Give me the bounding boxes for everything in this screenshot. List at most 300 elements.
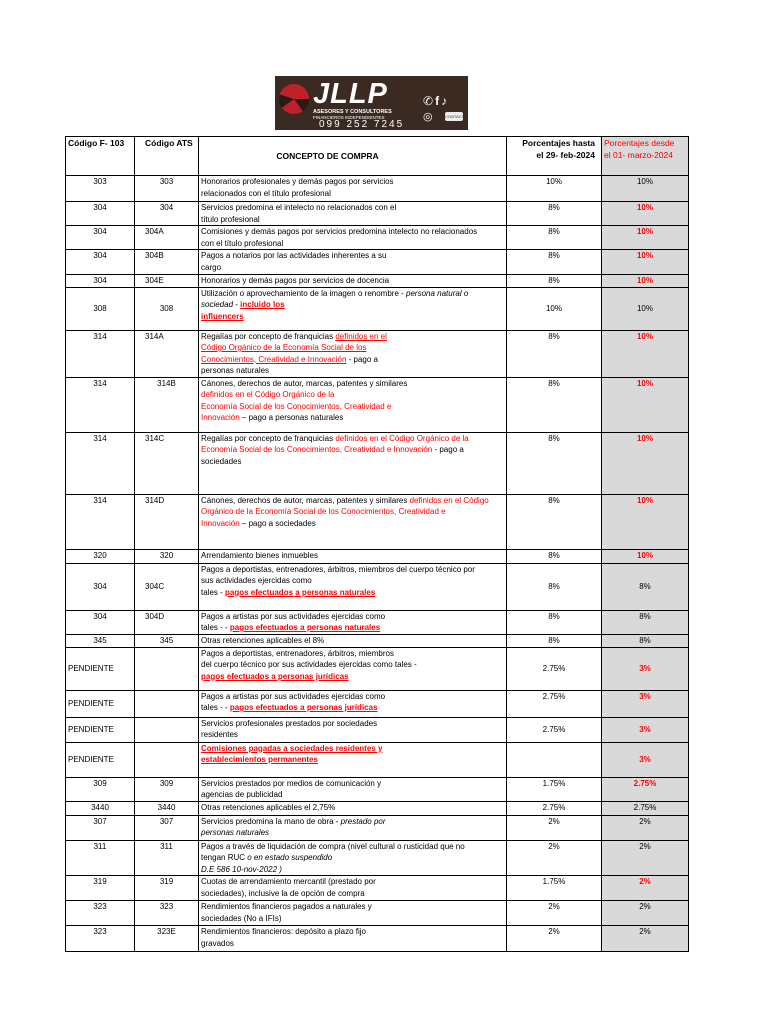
pct-desde-cell: 2% — [602, 815, 689, 840]
concepto-text: Servicios predomina el intelecto no relacionados con el — [201, 203, 397, 212]
concepto-cell — [199, 815, 507, 840]
concepto-cell — [199, 901, 507, 926]
concepto-line — [201, 587, 504, 599]
codigo-ats-cell: 304B — [135, 250, 199, 275]
concepto-text: Pagos a artistas por sus actividades ejercidas como — [201, 691, 386, 701]
concepto-line — [201, 802, 504, 814]
concepto-line — [201, 816, 504, 828]
pct-hasta-cell: 1.75% — [507, 777, 602, 801]
concepto-text: prestado por — [340, 816, 386, 826]
table-row — [66, 330, 689, 377]
pct-desde-cell: 10% — [602, 494, 689, 549]
concepto-line — [201, 401, 504, 413]
concepto-cell — [199, 202, 507, 226]
concepto-text: tales - - — [201, 703, 230, 712]
concepto-line — [201, 729, 504, 741]
pct-hasta-cell: 1.75% — [507, 876, 602, 901]
concepto-line — [201, 611, 504, 623]
pct-desde-cell: 10% — [602, 176, 689, 202]
concepto-cell — [199, 690, 507, 717]
table-row — [66, 801, 689, 815]
pct-hasta-cell: 10% — [507, 287, 602, 330]
concepto-line — [201, 262, 504, 274]
pct-desde-cell: 2.75% — [602, 777, 689, 801]
concepto-text: tales - — [201, 587, 226, 597]
pct-hasta-cell: 10% — [507, 176, 602, 202]
concepto-line — [201, 176, 504, 188]
concepto-cell — [199, 634, 507, 647]
concepto-text: Pagos a deportistas, entrenadores, árbitros, miembros — [201, 648, 394, 658]
concepto-line — [201, 864, 504, 876]
concepto-cell — [199, 717, 507, 742]
codigo-ats-cell: 304C — [135, 563, 199, 610]
codigo-f103-cell: 303 — [66, 176, 135, 202]
concepto-text: con el título profesional — [201, 238, 284, 248]
concepto-text: definidos en el Código Orgánico de la — [335, 433, 469, 443]
table-row — [66, 494, 689, 549]
codigo-f103-cell: 345 — [66, 634, 135, 647]
codigo-ats-cell: 304 — [135, 202, 199, 226]
concepto-line — [201, 778, 504, 790]
pct-hasta-cell: 8% — [507, 563, 602, 610]
pct-hasta-cell: 2% — [507, 815, 602, 840]
concepto-line — [201, 238, 504, 250]
pct-desde-cell: 10% — [602, 202, 689, 226]
concepto-text: Servicios predomina la mano de obra - — [201, 816, 341, 826]
concepto-line — [201, 288, 504, 300]
pct-hasta-cell: 2.75% — [507, 690, 602, 717]
retention-table — [65, 136, 689, 952]
concepto-cell — [199, 742, 507, 777]
concepto-line — [201, 648, 504, 660]
codigo-f103-cell: 304 — [66, 610, 135, 634]
codigo-f103-cell: 304 — [66, 250, 135, 275]
concepto-line — [201, 659, 504, 671]
whatsapp-icon: ✆ — [423, 94, 434, 108]
concepto-text: definidos en el — [335, 331, 387, 341]
concepto-text: Pagos a notarios por las actividades inherentes a su — [201, 251, 387, 260]
concepto-line — [201, 202, 504, 214]
concepto-text: Innovación — [201, 518, 240, 528]
table-row — [66, 777, 689, 801]
concepto-cell — [199, 840, 507, 876]
concepto-text: Otras retenciones aplicables el 8% — [201, 635, 325, 645]
concepto-line — [201, 876, 504, 888]
concepto-text: Cánones, derechos de autor, marcas, patentes y similares — [201, 495, 410, 505]
concepto-cell — [199, 563, 507, 610]
concepto-line — [201, 888, 504, 900]
codigo-ats-cell: 345 — [135, 634, 199, 647]
concepto-cell — [199, 926, 507, 952]
pct-hasta-cell: 8% — [507, 432, 602, 494]
concepto-text: Código Orgánico de la Economía Social de los — [201, 343, 367, 352]
concepto-text: tengan RUC — [201, 853, 248, 862]
concepto-text: - — [233, 300, 241, 309]
header-pct-desde-line1: Porcentajes desde — [604, 138, 675, 148]
concepto-cell — [199, 250, 507, 275]
concepto-line — [201, 754, 504, 766]
concepto-text: - pago a — [346, 354, 378, 364]
table-row — [66, 901, 689, 926]
pct-hasta-cell: 2.75% — [507, 647, 602, 690]
logo-line2: FINANCIEROS INDEPENDIENTES — [313, 115, 385, 120]
pct-desde-cell: 3% — [602, 742, 689, 777]
codigo-f103-cell: 309 — [66, 777, 135, 801]
pct-hasta-cell: 8% — [507, 330, 602, 377]
concepto-text: relacionados con el título profesional — [201, 188, 331, 198]
pct-hasta-cell: 8% — [507, 634, 602, 647]
concepto-line — [201, 214, 504, 226]
header-codigo-ats: Código ATS — [135, 137, 199, 176]
codigo-ats-cell: 303 — [135, 176, 199, 202]
logo-brand: JLLP — [313, 78, 388, 110]
codigo-ats-cell: 319 — [135, 876, 199, 901]
concepto-cell — [199, 275, 507, 288]
concepto-line — [201, 852, 504, 864]
table-row — [66, 840, 689, 876]
concepto-text: definidos en el Código — [409, 495, 489, 505]
pct-desde-cell: 3% — [602, 717, 689, 742]
concepto-line — [201, 702, 504, 714]
codigo-ats-cell: 308 — [135, 287, 199, 330]
pct-hasta-cell: 2.75% — [507, 801, 602, 815]
concepto-line — [201, 365, 504, 377]
concepto-line — [201, 635, 504, 647]
concepto-line — [201, 226, 504, 238]
codigo-f103-cell: 304 — [66, 563, 135, 610]
concepto-text: – pago a personas naturales — [239, 413, 344, 422]
codigo-ats-cell: 314A — [135, 330, 199, 377]
concepto-text: del cuerpo técnico por sus actividades ejercidas como tales - — [201, 660, 417, 669]
concepto-text: Orgánico de la Economía Social de los Conocimientos, Creatividad e — [201, 507, 446, 516]
logo-tag: CONTACTO — [445, 114, 468, 119]
concepto-line — [201, 718, 504, 730]
facebook-icon: f — [435, 94, 440, 108]
table-row — [66, 176, 689, 202]
concepto-text: Pagos a artistas por sus actividades ejercidas como — [201, 611, 386, 621]
concepto-text: – pago a sociedades — [239, 518, 316, 528]
concepto-text: Innovación — [201, 413, 240, 422]
logo-swirl-icon — [279, 84, 309, 114]
concepto-text: personas naturales — [201, 828, 270, 837]
concepto-line — [201, 311, 504, 323]
pct-hasta-cell: 8% — [507, 275, 602, 288]
concepto-line — [201, 564, 504, 576]
pct-hasta-cell: 2.75% — [507, 717, 602, 742]
header-concepto: CONCEPTO DE COMPRA — [199, 137, 507, 176]
concepto-line — [201, 938, 504, 950]
concepto-text: sus actividades ejercidas como — [201, 576, 312, 585]
header-pct-desde — [602, 137, 689, 176]
concepto-line — [201, 456, 504, 468]
pct-desde-cell: 8% — [602, 634, 689, 647]
concepto-text: Servicios profesionales prestados por sociedades — [201, 718, 378, 728]
codigo-ats-cell — [135, 717, 199, 742]
concepto-text: pagos efectuados a personas jurídicas — [229, 703, 378, 712]
pct-desde-cell: 3% — [602, 690, 689, 717]
logo-line1: ASESORES Y CONSULTORES — [313, 109, 392, 115]
pct-hasta-cell: 8% — [507, 226, 602, 250]
concepto-line — [201, 506, 504, 518]
concepto-text: Otras retenciones aplicables el 2,75% — [201, 802, 336, 812]
pct-desde-cell: 3% — [602, 647, 689, 690]
codigo-f103-cell: 314 — [66, 330, 135, 377]
codigo-ats-cell: 304E — [135, 275, 199, 288]
concepto-line — [201, 378, 504, 390]
concepto-text: Economía Social de los Conocimientos, Creatividad e — [201, 401, 392, 411]
concepto-text: - pago a — [432, 445, 464, 454]
pct-hasta-cell: 8% — [507, 494, 602, 549]
concepto-line — [201, 691, 504, 703]
concepto-text: pagos efectuados a personas jurídicas — [201, 671, 349, 681]
concepto-line — [201, 275, 504, 287]
concepto-cell — [199, 287, 507, 330]
concepto-line — [201, 250, 504, 262]
concepto-line — [201, 433, 504, 445]
concepto-line — [201, 550, 504, 562]
concepto-text: Honorarios profesionales y demás pagos por servicios — [201, 177, 394, 186]
concepto-text: título profesional — [201, 214, 260, 224]
concepto-text: incluido los — [240, 300, 285, 309]
concepto-cell — [199, 330, 507, 377]
table-header-row — [66, 137, 689, 176]
codigo-f103-cell: 314 — [66, 432, 135, 494]
pct-hasta-cell: 8% — [507, 377, 602, 432]
codigo-ats-cell: 311 — [135, 840, 199, 876]
pct-desde-cell: 8% — [602, 563, 689, 610]
concepto-text: sociedad — [201, 300, 234, 309]
concepto-line — [201, 389, 504, 401]
codigo-f103-cell: PENDIENTE — [66, 647, 135, 690]
concepto-line — [201, 789, 504, 801]
concepto-text: tales - - — [201, 623, 230, 632]
table-row — [66, 432, 689, 494]
codigo-f103-cell: PENDIENTE — [66, 717, 135, 742]
concepto-line — [201, 575, 504, 587]
concepto-cell — [199, 377, 507, 432]
company-logo — [275, 76, 468, 130]
codigo-ats-cell: 314D — [135, 494, 199, 549]
concepto-line — [201, 412, 504, 424]
concepto-line — [201, 622, 504, 634]
pct-desde-cell: 2% — [602, 840, 689, 876]
codigo-f103-cell: 323 — [66, 901, 135, 926]
table-row — [66, 610, 689, 634]
concepto-line — [201, 331, 504, 343]
concepto-cell — [199, 176, 507, 202]
concepto-cell — [199, 226, 507, 250]
codigo-f103-cell: 314 — [66, 494, 135, 549]
codigo-ats-cell: 320 — [135, 549, 199, 563]
pct-desde-cell: 10% — [602, 377, 689, 432]
concepto-text: definidos en el Código Orgánico de la — [201, 390, 335, 399]
codigo-ats-cell: 323E — [135, 926, 199, 952]
codigo-ats-cell: 314B — [135, 377, 199, 432]
concepto-text: Utilización o aprovechamiento de la imagen o renombre - — [201, 288, 406, 298]
table-row — [66, 717, 689, 742]
codigo-f103-cell: 319 — [66, 876, 135, 901]
concepto-line — [201, 444, 504, 456]
concepto-text: Comisiones y demás pagos por servicios predomina intelecto no relacionados — [201, 227, 478, 236]
concepto-text: D.E 586 10-nov-2022 ) — [201, 864, 282, 874]
table-row — [66, 926, 689, 952]
pct-hasta-cell — [507, 742, 602, 777]
codigo-ats-cell: 314C — [135, 432, 199, 494]
instagram-icon: ◎ — [423, 111, 433, 123]
concepto-cell — [199, 549, 507, 563]
concepto-line — [201, 299, 504, 311]
codigo-f103-cell: PENDIENTE — [66, 690, 135, 717]
concepto-line — [201, 495, 504, 507]
codigo-ats-cell — [135, 647, 199, 690]
concepto-text: pagos efectuados a personas naturales — [225, 587, 376, 597]
codigo-ats-cell: 304D — [135, 610, 199, 634]
codigo-f103-cell: 304 — [66, 226, 135, 250]
concepto-text: Pagos a deportistas, entrenadores, árbitros, miembros del cuerpo técnico por — [201, 564, 475, 574]
concepto-text: sociedades), inclusive la de opción de compra — [201, 888, 365, 898]
codigo-f103-cell: 304 — [66, 202, 135, 226]
codigo-f103-cell: 304 — [66, 275, 135, 288]
concepto-text: personas naturales — [201, 366, 270, 375]
concepto-text: agencias de publicidad — [201, 790, 283, 799]
codigo-ats-cell: 307 — [135, 815, 199, 840]
concepto-text: sociedades — [201, 456, 242, 466]
concepto-cell — [199, 777, 507, 801]
pct-desde-cell: 2% — [602, 876, 689, 901]
concepto-text: gravados — [201, 938, 234, 948]
pct-hasta-cell: 8% — [507, 250, 602, 275]
header-pct-desde-line2: el 01- marzo-2024 — [604, 150, 673, 160]
pct-hasta-cell: 2% — [507, 840, 602, 876]
social-icons — [423, 92, 465, 110]
table-row — [66, 634, 689, 647]
concepto-cell — [199, 801, 507, 815]
concepto-text: Arrendamiento bienes inmuebles — [201, 550, 318, 560]
pct-desde-cell: 10% — [602, 250, 689, 275]
table-row — [66, 876, 689, 901]
header-pct-hasta-line1: Porcentajes hasta — [522, 138, 595, 148]
pct-desde-cell: 10% — [602, 432, 689, 494]
pct-hasta-cell: 8% — [507, 202, 602, 226]
pct-desde-cell: 10% — [602, 549, 689, 563]
pct-desde-cell: 10% — [602, 287, 689, 330]
concepto-text: Conocimientos, Creatividad e Innovación — [201, 354, 347, 364]
concepto-cell — [199, 494, 507, 549]
table-row — [66, 563, 689, 610]
concepto-text: Regalías por concepto de franquicias — [201, 433, 336, 443]
pct-desde-cell: 2.75% — [602, 801, 689, 815]
codigo-f103-cell: PENDIENTE — [66, 742, 135, 777]
concepto-text: Cuotas de arrendamiento mercantil (prestado por — [201, 877, 376, 886]
concepto-line — [201, 827, 504, 839]
concepto-cell — [199, 610, 507, 634]
concepto-line — [201, 671, 504, 683]
pct-hasta-cell: 8% — [507, 610, 602, 634]
concepto-line — [201, 342, 504, 354]
concepto-cell — [199, 432, 507, 494]
concepto-cell — [199, 876, 507, 901]
pct-desde-cell: 10% — [602, 275, 689, 288]
codigo-f103-cell: 320 — [66, 549, 135, 563]
concepto-text: Cánones, derechos de autor, marcas, patentes y similares — [201, 378, 408, 388]
table-row — [66, 690, 689, 717]
concepto-text: Rendimientos financieros pagados a naturales y — [201, 902, 372, 911]
concepto-line — [201, 188, 504, 200]
header-pct-hasta-line2: el 29- feb-2024 — [536, 150, 595, 160]
tiktok-icon: ♪ — [441, 94, 448, 108]
concepto-line — [201, 913, 504, 925]
codigo-ats-cell: 309 — [135, 777, 199, 801]
concepto-line — [201, 354, 504, 366]
concepto-cell — [199, 647, 507, 690]
codigo-f103-cell: 3440 — [66, 801, 135, 815]
header-pct-hasta — [507, 137, 602, 176]
concepto-text: residentes — [201, 730, 238, 739]
codigo-f103-cell: 308 — [66, 287, 135, 330]
codigo-f103-cell: 314 — [66, 377, 135, 432]
concepto-text: establecimientos permanentes — [201, 755, 318, 764]
pct-desde-cell: 2% — [602, 926, 689, 952]
codigo-ats-cell — [135, 742, 199, 777]
concepto-text: persona natural o — [406, 288, 469, 298]
pct-desde-cell: 10% — [602, 330, 689, 377]
concepto-text: pagos efectuados a personas naturales — [229, 623, 381, 632]
concepto-text: Servicios prestados por medios de comunicación y — [201, 778, 382, 788]
pct-desde-cell: 2% — [602, 901, 689, 926]
table-row — [66, 202, 689, 226]
concepto-line — [201, 901, 504, 913]
concepto-line — [201, 743, 504, 755]
table-row — [66, 377, 689, 432]
table-row — [66, 647, 689, 690]
concepto-line — [201, 841, 504, 853]
concepto-text: Rendimientos financieros: depósito a plazo fijo — [201, 927, 366, 936]
concepto-text: Regalías por concepto de franquicias — [201, 331, 336, 341]
concepto-text: influencers — [201, 311, 244, 321]
table-row — [66, 287, 689, 330]
concepto-text: Comisiones pagadas a sociedades residentes y — [201, 743, 383, 753]
concepto-text: Economía Social de los Conocimientos, Creatividad e Innovación — [201, 445, 433, 454]
pct-hasta-cell: 8% — [507, 549, 602, 563]
header-codigo-f103: Código F- 103 — [66, 137, 135, 176]
table-row — [66, 275, 689, 288]
codigo-ats-cell — [135, 690, 199, 717]
concepto-text: Honorarios y demás pagos por servicios de docencia — [201, 276, 390, 285]
codigo-f103-cell: 323 — [66, 926, 135, 952]
table-row — [66, 549, 689, 563]
pct-hasta-cell: 2% — [507, 901, 602, 926]
codigo-f103-cell: 311 — [66, 840, 135, 876]
concepto-text: sociedades (No a IFIs) — [201, 913, 282, 923]
codigo-f103-cell: 307 — [66, 815, 135, 840]
table-row — [66, 815, 689, 840]
table-row — [66, 250, 689, 275]
concepto-text: cargo — [201, 262, 222, 272]
concepto-text: Pagos a través de liquidación de compra (nivel cultural o rusticidad que no — [201, 841, 465, 851]
table-row — [66, 742, 689, 777]
table-row — [66, 226, 689, 250]
concepto-line — [201, 926, 504, 938]
concepto-line — [201, 518, 504, 530]
logo-phone: 099 252 7245 — [319, 119, 405, 130]
pct-hasta-cell: 2% — [507, 926, 602, 952]
pct-desde-cell: 8% — [602, 610, 689, 634]
concepto-text: o en estado suspendido — [247, 853, 333, 862]
codigo-ats-cell: 3440 — [135, 801, 199, 815]
pct-desde-cell: 10% — [602, 226, 689, 250]
codigo-ats-cell: 304A — [135, 226, 199, 250]
codigo-ats-cell: 323 — [135, 901, 199, 926]
